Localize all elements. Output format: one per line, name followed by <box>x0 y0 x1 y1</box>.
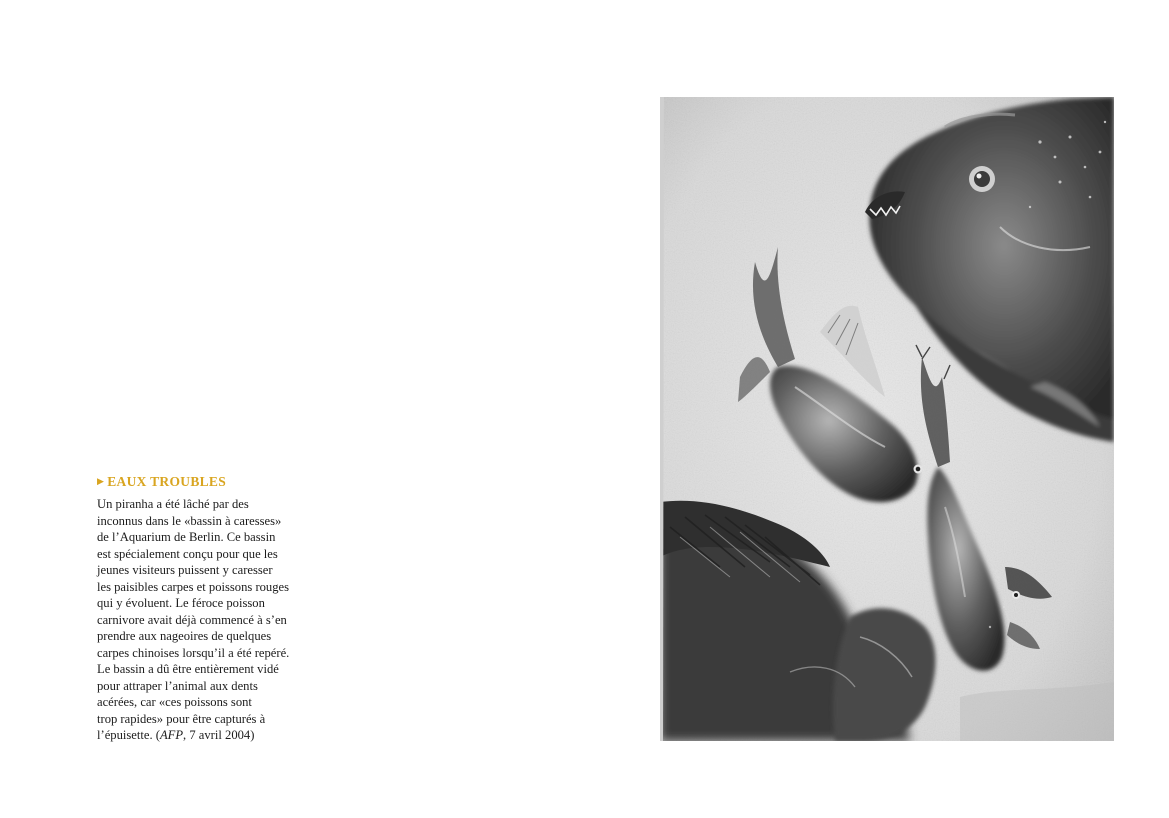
body-line: trop rapides» pour être capturés à <box>97 711 266 726</box>
article-heading <box>97 474 327 490</box>
body-line: pour attraper l’animal aux dents <box>97 678 258 693</box>
body-line: de l’Aquarium de Berlin. Ce bassin <box>97 530 276 544</box>
body-line-last <box>97 727 327 744</box>
article-body <box>97 496 327 744</box>
body-line: qui y évoluent. Le féroce poisson <box>97 596 265 610</box>
body-line: carpes chinoises lorsqu’il a été repéré. <box>97 645 290 660</box>
body-line: jeunes visiteurs puissent y caresser <box>97 563 273 577</box>
source-name: AFP <box>159 728 184 742</box>
body-line: les paisibles carpes et poissons rouges <box>97 579 290 594</box>
body-line: Un piranha a été lâché par des <box>97 497 249 511</box>
body-line: est spécialement conçu pour que les <box>97 546 278 561</box>
last-line-text: l’épuisette. ( <box>97 728 160 742</box>
body-line: carnivore avait déjà commencé à s’en <box>97 612 287 627</box>
body-line: acérées, car «ces poissons sont <box>97 695 252 709</box>
article-text-block <box>97 474 327 744</box>
monotype-print-icon <box>660 97 1114 741</box>
body-line: inconnus dans le «bassin à caresses» <box>97 513 282 528</box>
triangle-right-icon: ▶ <box>97 475 105 486</box>
body-line: Le bassin a dû être entièrement vidé <box>97 662 279 676</box>
body-line: prendre aux nageoires de quelques <box>97 629 272 643</box>
article-heading-label: EAUX TROUBLES <box>107 474 227 489</box>
source-date: , 7 avril 2004) <box>183 728 255 742</box>
piranha-fish-illustration <box>660 97 1114 741</box>
